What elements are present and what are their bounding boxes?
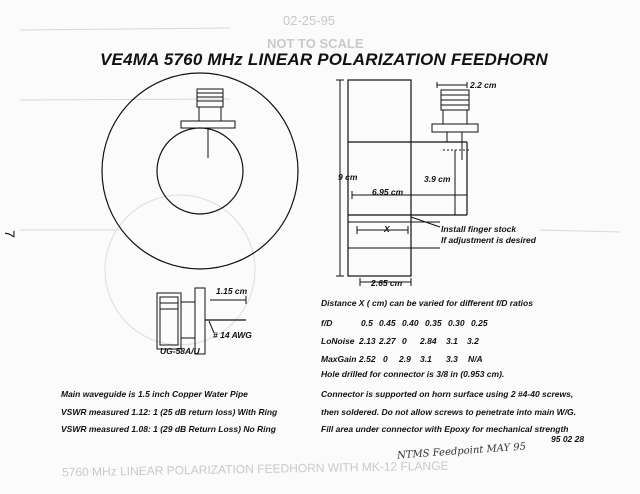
front-view: [102, 73, 298, 269]
note-solder: then soldered. Do not allow screws to penetrate into main W/G.: [321, 407, 577, 417]
hole-note: Hole drilled for connector is 3/8 in (0.953 cm).: [321, 369, 505, 379]
date-code: 95 02 28: [551, 434, 585, 444]
table-row-label: f/D: [321, 318, 333, 328]
dim-diameter: 6.95 cm: [372, 187, 404, 197]
table-cell: 0.35: [425, 318, 442, 328]
table-row: [321, 354, 490, 364]
ghost-not-to-scale: NOT TO SCALE: [267, 36, 364, 51]
dim-probe-length: 1.15 cm: [216, 286, 248, 296]
wire-gauge-label: # 14 AWG: [213, 330, 252, 340]
table-cell: 0.40: [402, 318, 419, 328]
table-cell: 2.84: [420, 336, 437, 346]
table-row-label: MaxGain: [321, 354, 357, 364]
ghost-circle: [105, 195, 255, 345]
table-cell: 3.1: [420, 354, 432, 364]
finger-stock-note-2: If adjustment is desired: [441, 235, 536, 245]
note-vswr-ring: VSWR measured 1.12: 1 (25 dB return loss) With Ring: [61, 407, 278, 417]
table-cell: N/A: [468, 354, 483, 364]
ghost-bottom-title: 5760 MHz LINEAR POLARIZATION FEEDHORN WITH MK-12 FLANGE: [61, 458, 449, 480]
table-cell: 3.2: [467, 336, 479, 346]
connector-name: UG-58A/U: [160, 346, 200, 356]
table-row: [321, 336, 487, 346]
table-cell: 2.52: [359, 354, 376, 364]
note-vswr-noring: VSWR measured 1.08: 1 (29 dB Return Loss) No Ring: [61, 424, 276, 434]
side-view: [336, 80, 478, 286]
table-cell: 0.30: [448, 318, 465, 328]
dim-height: 9 cm: [338, 172, 358, 182]
dim-width-top: 2.2 cm: [470, 80, 497, 90]
table-cell: 2.9: [399, 354, 411, 364]
table-cell: 0: [383, 354, 388, 364]
table-cell: 3.1: [446, 336, 458, 346]
ghost-lines: [20, 28, 620, 232]
table-cell: 2.13: [359, 336, 376, 346]
finger-stock-note: Install finger stock: [441, 224, 517, 234]
margin-mark: 7: [1, 230, 18, 238]
note-epoxy: Fill area under connector with Epoxy for mechanical strength: [321, 424, 569, 434]
table-row-label: LoNoise: [321, 336, 355, 346]
table-row: [321, 318, 494, 328]
table-cell: 2.27: [379, 336, 396, 346]
table-cell: 0.25: [471, 318, 488, 328]
handwritten-note: NTMS Feedpoint MAY 95: [396, 441, 527, 462]
ghost-stamp-date: 02-25-95: [283, 13, 336, 28]
note-waveguide: Main waveguide is 1.5 inch Copper Water Pipe: [61, 389, 248, 399]
page-title: VE4MA 5760 MHz LINEAR POLARIZATION FEEDHORN: [100, 50, 548, 69]
table-cell: 0.5: [361, 318, 373, 328]
dim-probe-offset: 3.9 cm: [424, 174, 451, 184]
table-cell: 0: [402, 336, 407, 346]
dim-x: X: [384, 224, 390, 234]
note-connector-support: Connector is supported on horn surface using 2 #4-40 screws,: [321, 389, 574, 399]
table-caption: Distance X ( cm) can be varied for different f/D ratios: [321, 298, 533, 308]
dim-bottom-width: 2.65 cm: [371, 278, 403, 288]
table-cell: 0.45: [379, 318, 396, 328]
table-cell: 3.3: [446, 354, 458, 364]
